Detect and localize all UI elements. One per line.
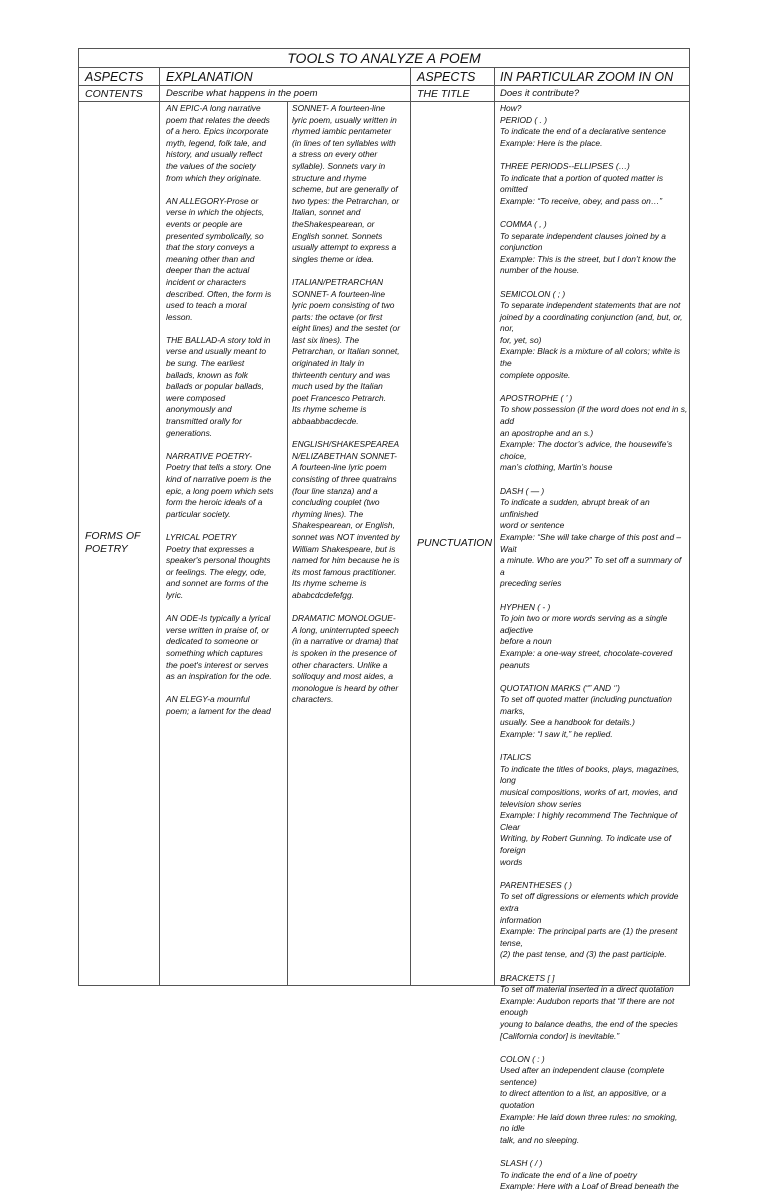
punct-brackets: BRACKETS [ ] To set off material inserted in a direct quotation Example: Audubon reports that “if there are not enough young to balance deaths, the end of the species [California condor] is inevitable.” (500, 972, 678, 1041)
contents-label: CONTENTS (85, 88, 143, 100)
table-title: TOOLS TO ANALYZE A POEM (79, 49, 689, 68)
punctuation-label: PUNCTUATION (417, 537, 493, 549)
divider-4 (494, 68, 495, 985)
punct-italics: ITALICS To indicate the titles of books, plays, magazines, long musical compositions, works of art, movies, and television show series Example: I highly recommend The Technique of Clear Writing, by Robert Gunning. To indicate use of foreign words (500, 752, 680, 867)
contents-row (79, 86, 689, 102)
punctuation-column (500, 103, 688, 1204)
header-aspects-left: ASPECTS (85, 70, 144, 84)
form-sonnet: SONNET- A fourteen-line lyric poem, usually written in rhymed iambic pentameter (in lines of ten syllables with a stress on every other syllable). Sonnets vary in structure and rhyme scheme, but are generally of two types: the Petrarchan, or Italian, sonnet and theShakespearean, or English sonnet. Sonnets usually attempt to express a singles theme or idea. (292, 103, 400, 264)
punct-quotation: QUOTATION MARKS (“” AND ‘’) To set off quoted matter (including punctuation marks, usually. See a handbook for details.) Example: “I saw it,” he replied. (500, 682, 672, 740)
form-petrarchan: ITALIAN/PETRARCHAN SONNET- A fourteen-line lyric poem consisting of two parts: the octave (or first eight lines) and the sestet (or last six lines). The Petrarchan, or Italian sonnet, originated in Italy in thirteenth century and was much used by the Italian poet Francesco Petrarch. Its rhyme scheme is abbaabbacdecde. (292, 276, 401, 427)
forms-column-2 (292, 103, 409, 717)
form-ode: AN ODE-Is typically a lyrical verse written in praise of, or dedicated to someone or something which captures the poet's interest or serves as an inspiration for the ode. (166, 613, 272, 682)
punct-colon: COLON ( : ) Used after an independent clause (complete sentence) to direct attention to a list, an appositive, or a quotation Example: He laid down three rules: no smoking, no idle talk, and no sleeping. (500, 1053, 678, 1145)
divider-2 (287, 102, 288, 985)
punct-apostrophe: APOSTROPHE ( ’ ) To show possession (if the word does not end in s, add an apostrophe and an s.) Example: The doctor’s advice, the housewife’s choice, man’s clothing, Martin’s house (500, 392, 688, 473)
punct-ellipses: THREE PERIODS--ELLIPSES (…) To indicate that a portion of quoted matter is omitted Example: “To receive, obey, and pass on…” (500, 160, 664, 206)
title-zoom: Does it contribute? (500, 88, 580, 99)
form-shakespearean: ENGLISH/SHAKESPEAREA N/ELIZABETHAN SONNET- A fourteen-line lyric poem consisting of three quatrains (four line stanza) and a concluding couplet (two rhyming lines). The Shakespearean, or English, sonnet was NOT invented by William Shakespeare, but is named for him because he is its most famous practitioner. Its rhyme scheme is ababcdcdefefgg. (292, 439, 400, 600)
contents-explanation: Describe what happens in the poem (166, 88, 318, 99)
form-elegy: AN ELEGY-a mournful poem; a lament for the dead (166, 694, 271, 716)
header-zoom: IN PARTICULAR ZOOM IN ON (500, 70, 674, 84)
form-dramatic-monologue: DRAMATIC MONOLOGUE- A long, uninterrupted speech (in a narrative or drama) that is spoken in the presence of other characters. Unlike a soliloquy and most aides, a monologue is heard by other characters. (292, 613, 399, 705)
punct-comma: COMMA ( , ) To separate independent clauses joined by a conjunction Example: This is the street, but I don’t know the number of the house. (500, 218, 676, 276)
form-epic: AN EPIC-A long narrative poem that relates the deeds of a hero. Epics incorporate myth, legend, folk tale, and history, and usually reflect the values of the society from which they originate. (166, 103, 270, 183)
header-row (79, 68, 689, 86)
forms-of-poetry-label: FORMS OF POETRY (85, 530, 141, 555)
analysis-table (78, 48, 690, 1192)
form-narrative: NARRATIVE POETRY- Poetry that tells a story. One kind of narrative poem is the epic, a long poem which sets form the heroic ideals of a particular society. (166, 450, 274, 519)
divider-3 (410, 68, 411, 985)
forms-column-1 (166, 103, 286, 729)
form-ballad: THE BALLAD-A story told in verse and usually meant to be sung. The earliest ballads, known as folk ballads or popular ballads, were composed anonymously and transmitted orally for generations. (166, 334, 271, 438)
header-aspects-right: ASPECTS (417, 70, 476, 84)
punct-hyphen: HYPHEN ( - ) To join two or more words serving as a single adjective before a noun Example: a one-way street, chocolate-covered peanuts (500, 601, 673, 670)
divider-1 (159, 68, 160, 985)
punct-parentheses: PARENTHESES ( ) To set off digressions or elements which provide extra information Example: The principal parts are (1) the present tense, (2) the past tense, and (3) the past participle. (500, 879, 679, 960)
punct-slash: SLASH ( / ) To indicate the end of a line of poetry Example: Here with a Loaf of Bread beneath the (500, 1158, 679, 1192)
title-aspect: THE TITLE (417, 88, 470, 100)
punct-semicolon: SEMICOLON ( ; ) To separate independent statements that are not joined by a coordinating conjunction (and, but, or, nor, for, yet, so) Example: Black is a mixture of all colors; white is the complete opposite. (500, 288, 683, 380)
punct-period: How? PERIOD ( . ) To indicate the end of a declarative sentence Example: Here is the place. (500, 103, 666, 148)
header-explanation: EXPLANATION (166, 70, 253, 84)
form-lyrical: LYRICAL POETRY Poetry that expresses a speaker's personal thoughts or feelings. The elegy, ode, and sonnet are forms of the lyric. (166, 531, 271, 600)
punct-dash: DASH ( — ) To indicate a sudden, abrupt break of an unfinished word or sentence Example: “She will take charge of this post and – Wait a minute. Who are you?” To set off a summary of a preceding series (500, 485, 682, 589)
form-allegory: AN ALLEGORY-Prose or verse in which the objects, events or people are presented symbolically, so that the story conveys a meaning other than and deeper than the actual incident or characters described. Often, the form is used to teach a moral lesson. (166, 195, 272, 322)
